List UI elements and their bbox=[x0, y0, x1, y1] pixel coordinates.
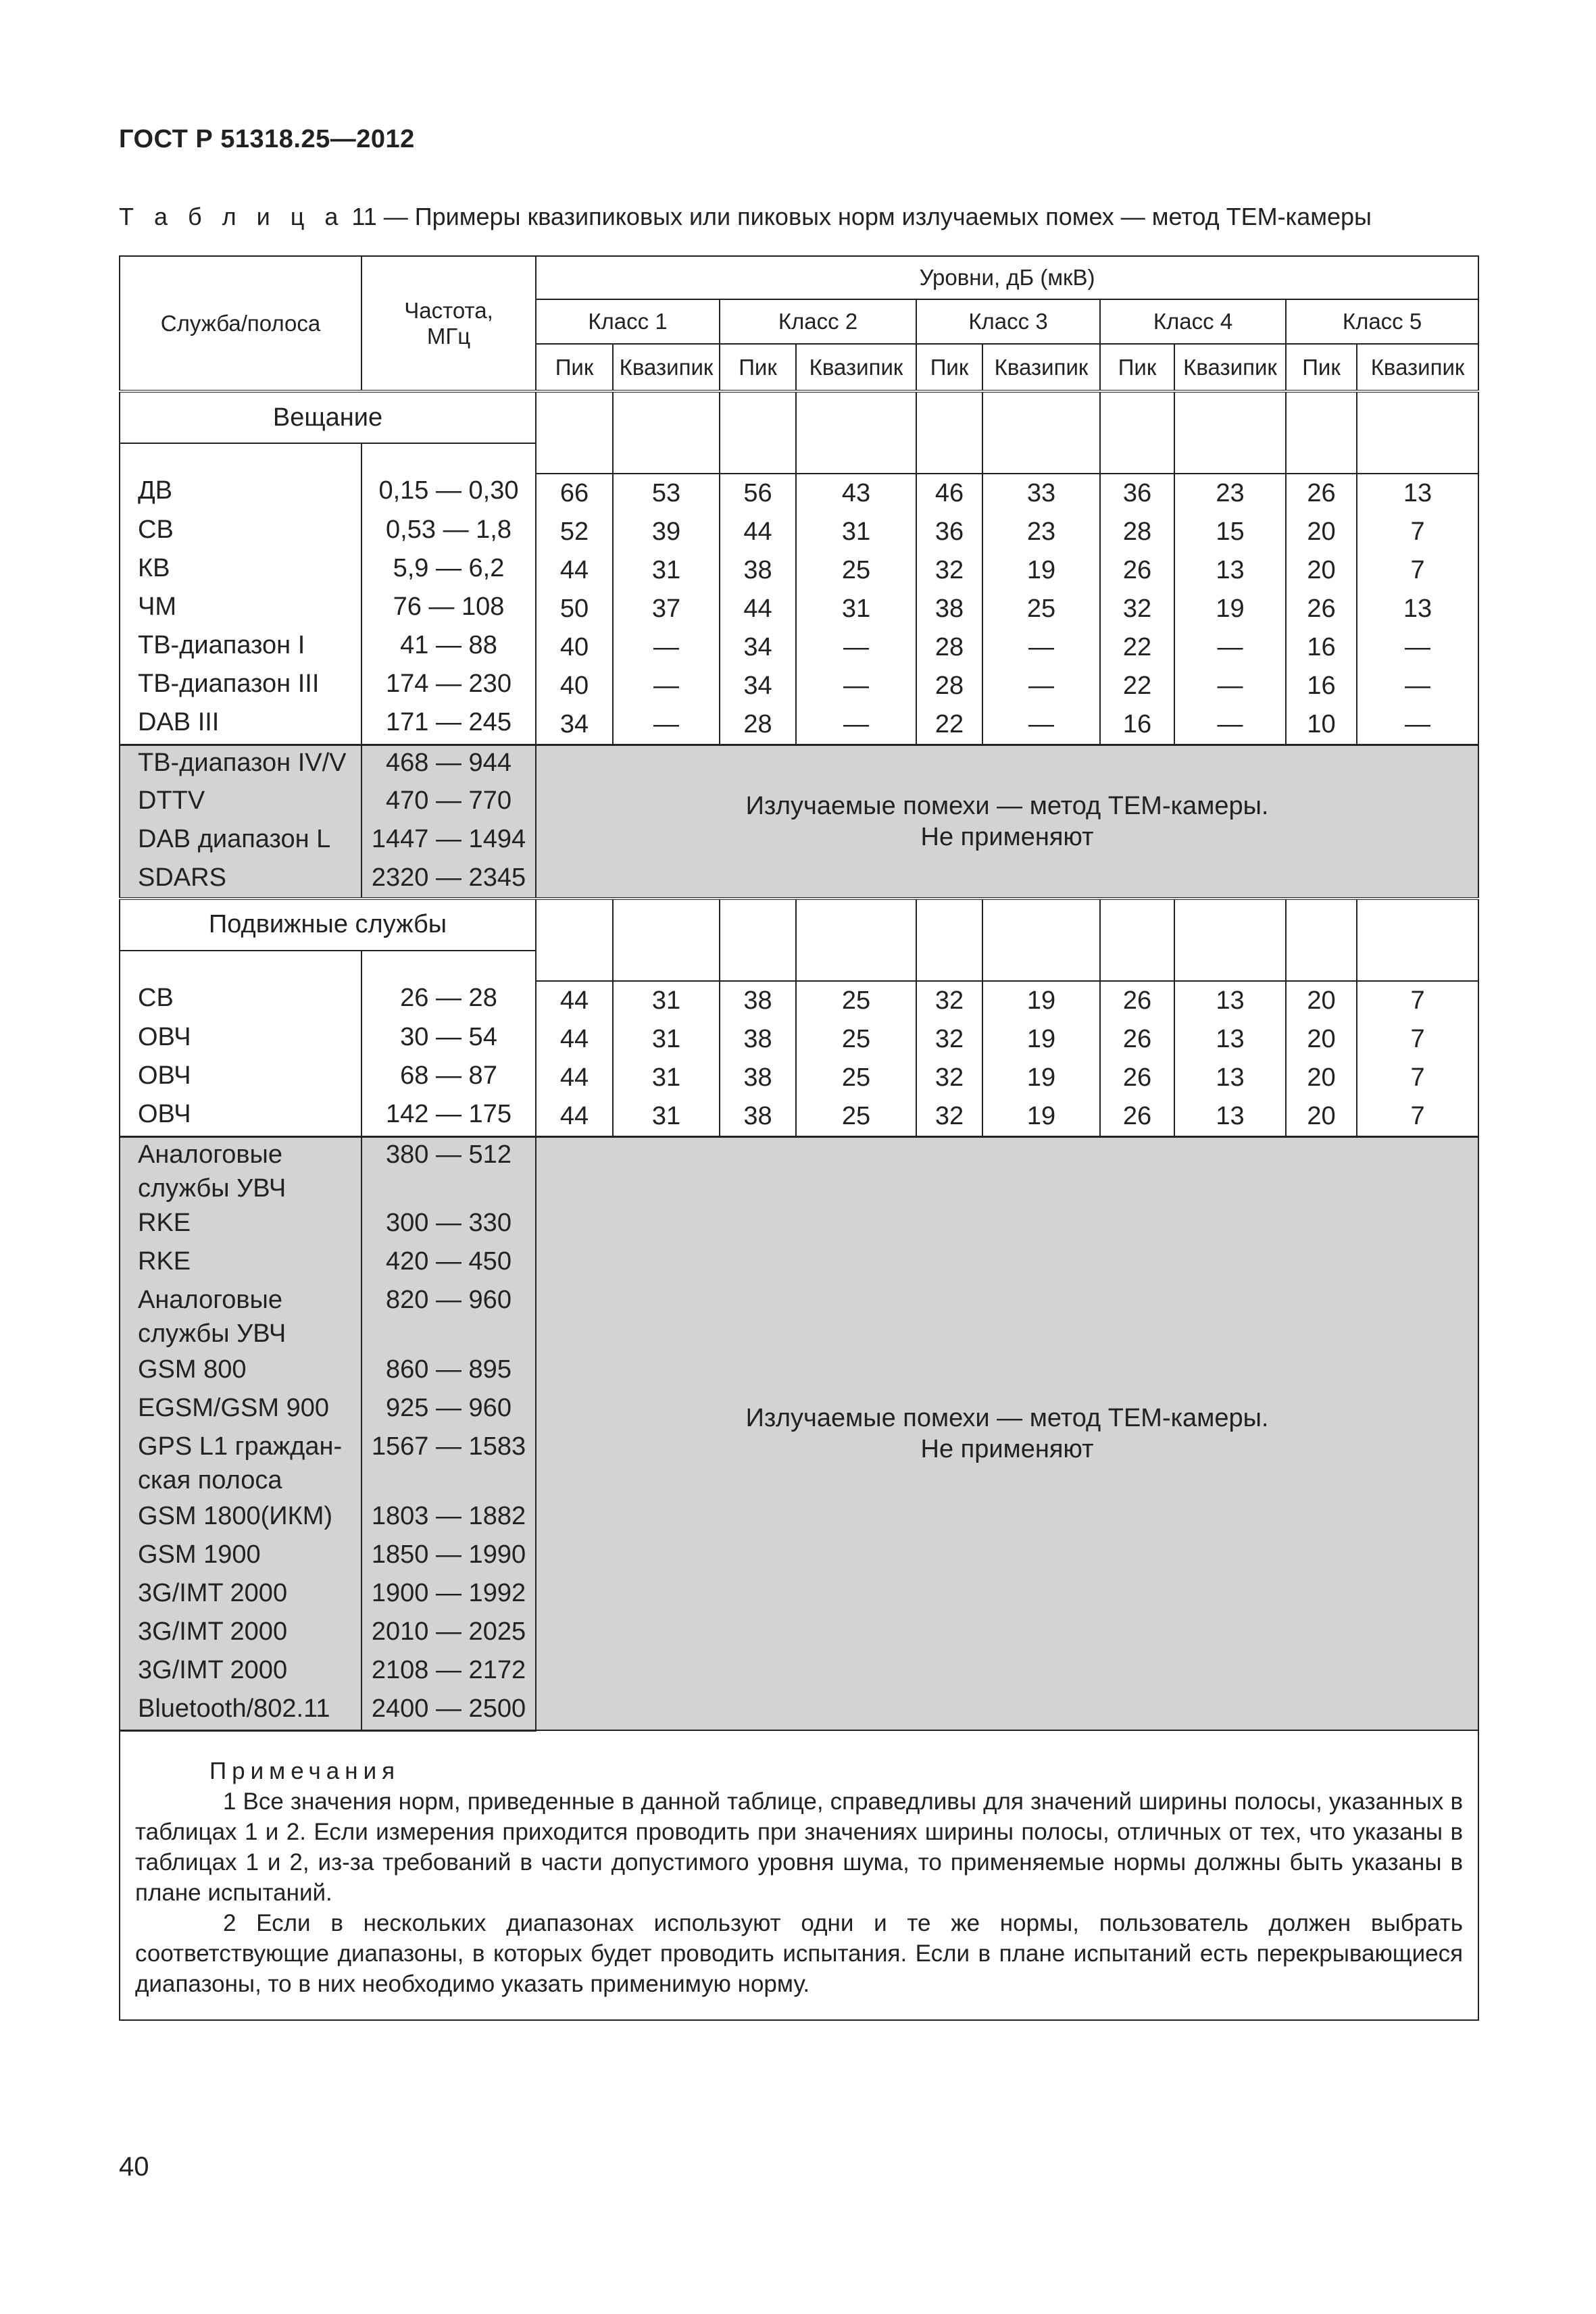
frequency-cell: 2400 — 2500 bbox=[361, 1692, 536, 1730]
frequency-cell: 0,15 — 0,30 bbox=[361, 474, 536, 513]
frequency-cell: 380 — 512 bbox=[361, 1136, 536, 1206]
service-cell: EGSM/GSM 900 bbox=[120, 1391, 361, 1430]
header-peak: Пик bbox=[1100, 344, 1174, 391]
not-applicable-line-1: Излучаемые помехи — метод ТЕМ-камеры. bbox=[745, 791, 1269, 820]
service-cell: DAB диапазон L bbox=[120, 822, 361, 861]
value-cell: 38 bbox=[720, 1059, 796, 1097]
value-cell: 44 bbox=[536, 1020, 613, 1059]
value-cell: — bbox=[1174, 628, 1286, 667]
value-cell: 36 bbox=[1100, 474, 1174, 513]
value-cell: 39 bbox=[613, 513, 720, 551]
value-cell: 28 bbox=[916, 667, 982, 705]
value-cell: 26 bbox=[1100, 981, 1174, 1020]
frequency-cell: 468 — 944 bbox=[361, 745, 536, 784]
header-peak: Пик bbox=[1286, 344, 1357, 391]
value-cell: 26 bbox=[1100, 1059, 1174, 1097]
table-row bbox=[120, 667, 1478, 705]
value-cell: 19 bbox=[982, 981, 1100, 1020]
empty-cell bbox=[1174, 899, 1286, 981]
frequency-cell: 171 — 245 bbox=[361, 705, 536, 745]
empty-cell bbox=[982, 391, 1100, 474]
value-cell: 26 bbox=[1100, 1020, 1174, 1059]
service-cell: SDARS bbox=[120, 861, 361, 899]
header-frequency: Частота, МГц bbox=[361, 256, 536, 391]
empty-cell bbox=[916, 899, 982, 981]
value-cell: 7 bbox=[1357, 1059, 1478, 1097]
value-cell: — bbox=[1174, 667, 1286, 705]
value-cell: 38 bbox=[720, 1097, 796, 1137]
frequency-cell: 142 — 175 bbox=[361, 1097, 536, 1137]
empty-cell bbox=[720, 391, 796, 474]
service-cell: КВ bbox=[120, 551, 361, 590]
frequency-cell: 1850 — 1990 bbox=[361, 1538, 536, 1576]
value-cell: 19 bbox=[982, 1097, 1100, 1137]
value-cell: 53 bbox=[613, 474, 720, 513]
header-service: Служба/полоса bbox=[120, 256, 361, 391]
value-cell: 7 bbox=[1357, 1020, 1478, 1059]
value-cell: 20 bbox=[1286, 1097, 1357, 1137]
value-cell: 38 bbox=[720, 551, 796, 590]
value-cell: 52 bbox=[536, 513, 613, 551]
value-cell: 66 bbox=[536, 474, 613, 513]
value-cell: 44 bbox=[536, 981, 613, 1020]
value-cell: 22 bbox=[916, 705, 982, 745]
service-cell: ЧМ bbox=[120, 590, 361, 628]
service-cell: ОВЧ bbox=[120, 1059, 361, 1097]
empty-cell bbox=[1286, 899, 1357, 981]
value-cell: 31 bbox=[613, 1020, 720, 1059]
header-quasipeak: Квазипик bbox=[1357, 344, 1478, 391]
service-cell: DTTV bbox=[120, 784, 361, 822]
value-cell: 34 bbox=[720, 628, 796, 667]
not-applicable-line-2: Не применяют bbox=[920, 822, 1094, 851]
empty-cell bbox=[1286, 391, 1357, 474]
value-cell: 23 bbox=[982, 513, 1100, 551]
value-cell: 15 bbox=[1174, 513, 1286, 551]
header-class-3: Класс 3 bbox=[916, 299, 1100, 344]
value-cell: 32 bbox=[916, 1059, 982, 1097]
value-cell: 38 bbox=[720, 1020, 796, 1059]
service-cell: ОВЧ bbox=[120, 1097, 361, 1137]
empty-cell bbox=[536, 899, 613, 981]
frequency-cell: 30 — 54 bbox=[361, 1020, 536, 1059]
value-cell: — bbox=[1174, 705, 1286, 745]
value-cell: 26 bbox=[1286, 590, 1357, 628]
value-cell: 37 bbox=[613, 590, 720, 628]
empty-cell bbox=[916, 391, 982, 474]
service-cell: ТВ-диапазон I bbox=[120, 628, 361, 667]
header-class-5: Класс 5 bbox=[1286, 299, 1478, 344]
value-cell: 50 bbox=[536, 590, 613, 628]
value-cell: 40 bbox=[536, 667, 613, 705]
value-cell: 33 bbox=[982, 474, 1100, 513]
notes-cell bbox=[120, 1730, 1478, 2020]
value-cell: — bbox=[613, 667, 720, 705]
frequency-cell: 41 — 88 bbox=[361, 628, 536, 667]
value-cell: — bbox=[982, 705, 1100, 745]
value-cell: — bbox=[1357, 705, 1478, 745]
frequency-cell: 26 — 28 bbox=[361, 981, 536, 1020]
value-cell: 36 bbox=[916, 513, 982, 551]
value-cell: 19 bbox=[1174, 590, 1286, 628]
value-cell: 25 bbox=[796, 551, 916, 590]
section-row bbox=[120, 391, 1478, 443]
table-caption bbox=[119, 203, 1372, 231]
value-cell: 28 bbox=[916, 628, 982, 667]
frequency-cell: 300 — 330 bbox=[361, 1206, 536, 1244]
empty-cell bbox=[1357, 899, 1478, 981]
service-cell: ТВ-диапазон III bbox=[120, 667, 361, 705]
service-cell: ТВ-диапазон IV/V bbox=[120, 745, 361, 784]
frequency-cell: 860 — 895 bbox=[361, 1353, 536, 1391]
value-cell: 25 bbox=[982, 590, 1100, 628]
frequency-cell: 470 — 770 bbox=[361, 784, 536, 822]
table-row bbox=[120, 705, 1478, 745]
value-cell: 44 bbox=[536, 1097, 613, 1137]
service-cell: 3G/IMT 2000 bbox=[120, 1576, 361, 1615]
value-cell: 31 bbox=[613, 981, 720, 1020]
value-cell: 32 bbox=[916, 1020, 982, 1059]
value-cell: 26 bbox=[1100, 551, 1174, 590]
value-cell: — bbox=[982, 667, 1100, 705]
value-cell: 13 bbox=[1357, 590, 1478, 628]
header-quasipeak: Квазипик bbox=[1174, 344, 1286, 391]
header-quasipeak: Квазипик bbox=[982, 344, 1100, 391]
empty-cell bbox=[1357, 391, 1478, 474]
value-cell: — bbox=[613, 705, 720, 745]
table-row bbox=[120, 1020, 1478, 1059]
empty-cell bbox=[796, 391, 916, 474]
value-cell: 46 bbox=[916, 474, 982, 513]
header-peak: Пик bbox=[720, 344, 796, 391]
empty-cell bbox=[982, 899, 1100, 981]
table-row bbox=[120, 590, 1478, 628]
value-cell: 44 bbox=[536, 1059, 613, 1097]
empty-cell bbox=[536, 391, 613, 474]
service-cell: RKE bbox=[120, 1206, 361, 1244]
header-peak: Пик bbox=[536, 344, 613, 391]
value-cell: 43 bbox=[796, 474, 916, 513]
value-cell: — bbox=[796, 667, 916, 705]
header-levels: Уровни, дБ (мкВ) bbox=[536, 256, 1478, 299]
value-cell: — bbox=[1357, 667, 1478, 705]
service-cell: DAB III bbox=[120, 705, 361, 745]
frequency-cell: 820 — 960 bbox=[361, 1283, 536, 1353]
empty-cell bbox=[120, 951, 361, 981]
value-cell: 38 bbox=[916, 590, 982, 628]
value-cell: 34 bbox=[720, 667, 796, 705]
value-cell: 32 bbox=[916, 1097, 982, 1137]
value-cell: 7 bbox=[1357, 551, 1478, 590]
value-cell: 20 bbox=[1286, 551, 1357, 590]
value-cell: 31 bbox=[613, 1059, 720, 1097]
value-cell: 16 bbox=[1100, 705, 1174, 745]
header-class-2: Класс 2 bbox=[720, 299, 916, 344]
empty-cell bbox=[796, 899, 916, 981]
value-cell: 31 bbox=[613, 1097, 720, 1137]
table-row-not-applicable bbox=[120, 745, 1478, 784]
value-cell: 20 bbox=[1286, 1059, 1357, 1097]
not-applicable-line-1: Излучаемые помехи — метод ТЕМ-камеры. bbox=[745, 1403, 1269, 1432]
value-cell: 22 bbox=[1100, 628, 1174, 667]
value-cell: 13 bbox=[1174, 1020, 1286, 1059]
value-cell: 31 bbox=[796, 513, 916, 551]
value-cell: 19 bbox=[982, 551, 1100, 590]
table-row bbox=[120, 981, 1478, 1020]
value-cell: 13 bbox=[1174, 551, 1286, 590]
value-cell: 40 bbox=[536, 628, 613, 667]
table-row bbox=[120, 628, 1478, 667]
value-cell: 32 bbox=[916, 551, 982, 590]
caption-text: 11 — Примеры квазипиковых или пиковых норм излучаемых помех — метод ТЕМ-камеры bbox=[345, 203, 1372, 230]
header-class-4: Класс 4 bbox=[1100, 299, 1286, 344]
service-cell: Bluetooth/802.11 bbox=[120, 1692, 361, 1730]
service-cell: 3G/IMT 2000 bbox=[120, 1653, 361, 1692]
service-cell: RKE bbox=[120, 1244, 361, 1283]
value-cell: 10 bbox=[1286, 705, 1357, 745]
table-row bbox=[120, 1059, 1478, 1097]
frequency-cell: 76 — 108 bbox=[361, 590, 536, 628]
not-applicable-line-2: Не применяют bbox=[920, 1434, 1094, 1463]
value-cell: 7 bbox=[1357, 513, 1478, 551]
document-code: ГОСТ Р 51318.25—2012 bbox=[119, 125, 415, 153]
service-cell: Аналоговые службы УВЧ bbox=[120, 1136, 361, 1206]
value-cell: 16 bbox=[1286, 667, 1357, 705]
header-class-1: Класс 1 bbox=[536, 299, 720, 344]
frequency-cell: 1567 — 1583 bbox=[361, 1430, 536, 1499]
empty-cell bbox=[613, 899, 720, 981]
value-cell: 22 bbox=[1100, 667, 1174, 705]
service-cell: ОВЧ bbox=[120, 1020, 361, 1059]
value-cell: 38 bbox=[720, 981, 796, 1020]
value-cell: 7 bbox=[1357, 981, 1478, 1020]
service-cell: GSM 1900 bbox=[120, 1538, 361, 1576]
value-cell: 16 bbox=[1286, 628, 1357, 667]
value-cell: 32 bbox=[916, 981, 982, 1020]
table-row bbox=[120, 474, 1478, 513]
frequency-cell: 2010 — 2025 bbox=[361, 1615, 536, 1653]
not-applicable-note bbox=[536, 745, 1478, 899]
not-applicable-note bbox=[536, 1136, 1478, 1730]
service-cell: 3G/IMT 2000 bbox=[120, 1615, 361, 1653]
value-cell: 44 bbox=[536, 551, 613, 590]
frequency-cell: 68 — 87 bbox=[361, 1059, 536, 1097]
frequency-cell: 5,9 — 6,2 bbox=[361, 551, 536, 590]
section-title: Вещание bbox=[120, 391, 536, 443]
value-cell: 20 bbox=[1286, 981, 1357, 1020]
value-cell: — bbox=[1357, 628, 1478, 667]
value-cell: 7 bbox=[1357, 1097, 1478, 1137]
value-cell: — bbox=[613, 628, 720, 667]
value-cell: — bbox=[982, 628, 1100, 667]
service-cell: ДВ bbox=[120, 474, 361, 513]
value-cell: 28 bbox=[720, 705, 796, 745]
frequency-cell: 1447 — 1494 bbox=[361, 822, 536, 861]
section-title: Подвижные службы bbox=[120, 899, 536, 951]
value-cell: 13 bbox=[1174, 981, 1286, 1020]
service-cell: СВ bbox=[120, 513, 361, 551]
notes-row bbox=[120, 1730, 1478, 2020]
empty-cell bbox=[1174, 391, 1286, 474]
empty-cell bbox=[613, 391, 720, 474]
service-cell: GSM 1800(ИКМ) bbox=[120, 1499, 361, 1538]
value-cell: — bbox=[796, 705, 916, 745]
value-cell: 20 bbox=[1286, 513, 1357, 551]
emission-limits-table bbox=[119, 255, 1479, 2021]
frequency-cell: 420 — 450 bbox=[361, 1244, 536, 1283]
service-cell: Аналоговые службы УВЧ bbox=[120, 1283, 361, 1353]
value-cell: 19 bbox=[982, 1059, 1100, 1097]
frequency-cell: 2108 — 2172 bbox=[361, 1653, 536, 1692]
value-cell: 56 bbox=[720, 474, 796, 513]
empty-cell bbox=[720, 899, 796, 981]
service-cell: GSM 800 bbox=[120, 1353, 361, 1391]
table-row bbox=[120, 1097, 1478, 1137]
table-row bbox=[120, 513, 1478, 551]
service-cell: СВ bbox=[120, 981, 361, 1020]
value-cell: 25 bbox=[796, 1097, 916, 1137]
page-number: 40 bbox=[119, 2152, 149, 2182]
value-cell: 28 bbox=[1100, 513, 1174, 551]
frequency-cell: 174 — 230 bbox=[361, 667, 536, 705]
frequency-cell: 0,53 — 1,8 bbox=[361, 513, 536, 551]
header-peak: Пик bbox=[916, 344, 982, 391]
value-cell: 20 bbox=[1286, 1020, 1357, 1059]
value-cell: 13 bbox=[1357, 474, 1478, 513]
header-quasipeak: Квазипик bbox=[796, 344, 916, 391]
table-row bbox=[120, 551, 1478, 590]
value-cell: 25 bbox=[796, 1059, 916, 1097]
value-cell: 31 bbox=[613, 551, 720, 590]
empty-cell bbox=[1100, 899, 1174, 981]
note-paragraph: 1 Все значения норм, приведенные в данной таблице, справедливы для значений ширины полосы, указанных в таблицах 1 и 2. Если измерения приходится проводить при значениях ширины полосы, отличных от тех, что указаны в таблицах 1 и 2, из-за требований в части допустимого уровня шума, то применяемые нормы должны быть указаны в плане испытаний. bbox=[135, 1788, 1464, 1906]
caption-prefix: Т а б л и ц а bbox=[119, 203, 345, 230]
value-cell: 23 bbox=[1174, 474, 1286, 513]
value-cell: — bbox=[796, 628, 916, 667]
table-row-not-applicable bbox=[120, 1136, 1478, 1206]
frequency-cell: 2320 — 2345 bbox=[361, 861, 536, 899]
value-cell: 19 bbox=[982, 1020, 1100, 1059]
value-cell: 31 bbox=[796, 590, 916, 628]
value-cell: 44 bbox=[720, 590, 796, 628]
frequency-cell: 1900 — 1992 bbox=[361, 1576, 536, 1615]
value-cell: 44 bbox=[720, 513, 796, 551]
frequency-cell: 925 — 960 bbox=[361, 1391, 536, 1430]
empty-cell bbox=[361, 443, 536, 474]
note-paragraph: 2 Если в нескольких диапазонах используют одни и те же нормы, пользователь должен выбрать соответствующие диапазоны, в которых будет проводить испытания. Если в плане испытаний есть перекрывающиеся диапазоны, то в них необходимо указать применимую норму. bbox=[135, 1909, 1464, 1997]
value-cell: 25 bbox=[796, 1020, 916, 1059]
value-cell: 13 bbox=[1174, 1059, 1286, 1097]
empty-cell bbox=[1100, 391, 1174, 474]
frequency-cell: 1803 — 1882 bbox=[361, 1499, 536, 1538]
service-cell: GPS L1 граждан-ская полоса bbox=[120, 1430, 361, 1499]
empty-cell bbox=[120, 443, 361, 474]
header-quasipeak: Квазипик bbox=[613, 344, 720, 391]
section-row bbox=[120, 899, 1478, 951]
value-cell: 26 bbox=[1286, 474, 1357, 513]
value-cell: 13 bbox=[1174, 1097, 1286, 1137]
value-cell: 25 bbox=[796, 981, 916, 1020]
value-cell: 32 bbox=[1100, 590, 1174, 628]
notes-title: Примечания bbox=[209, 1757, 401, 1784]
value-cell: 34 bbox=[536, 705, 613, 745]
value-cell: 26 bbox=[1100, 1097, 1174, 1137]
empty-cell bbox=[361, 951, 536, 981]
